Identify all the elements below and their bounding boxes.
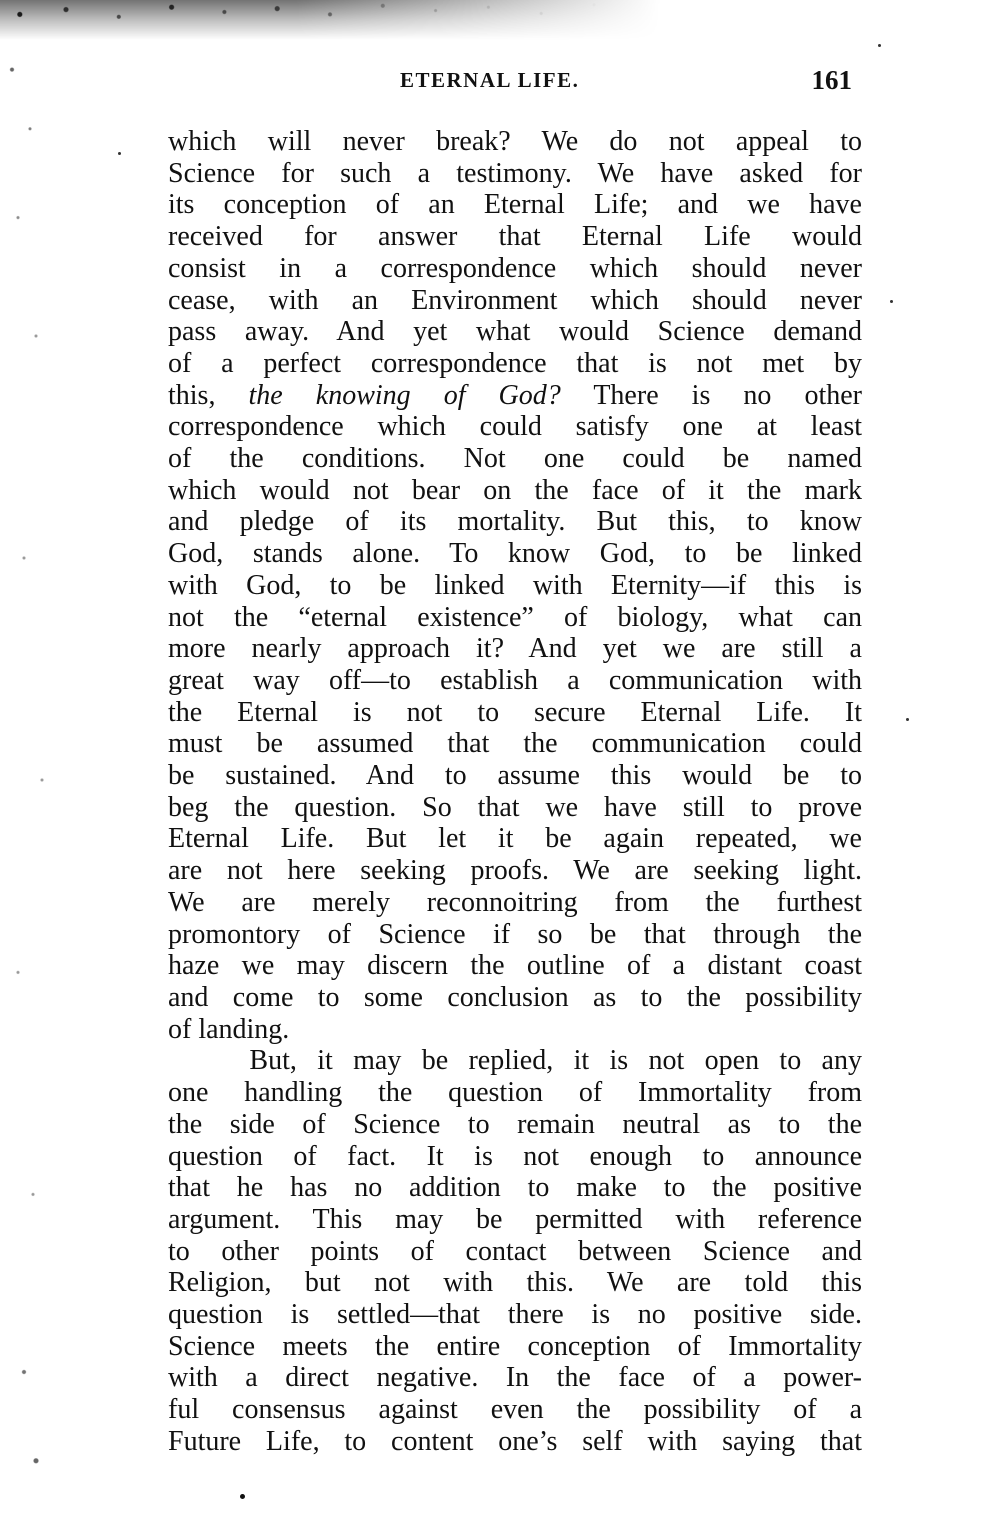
text-segment: promontory of Science if so be that through the <box>168 918 862 950</box>
text-segment: argument. This may be permitted with reference <box>168 1203 862 1235</box>
text-line <box>168 285 862 317</box>
text-line <box>168 855 862 887</box>
text-segment: correspondence which could satisfy one at least <box>168 411 862 443</box>
scan-edge-noise-left <box>0 40 60 1520</box>
body-text <box>168 126 862 1458</box>
text-segment: the side of Science to remain neutral as to the <box>168 1108 862 1140</box>
text-line <box>168 348 862 380</box>
text-line <box>168 1394 862 1426</box>
text-line <box>168 823 862 855</box>
text-segment: the Eternal is not to secure Eternal Life. It <box>168 696 862 728</box>
text-line <box>168 1331 862 1363</box>
page-header <box>168 64 862 96</box>
text-segment: We are merely reconnoitring from the furthest <box>168 886 862 918</box>
stray-ink-mark <box>906 718 909 721</box>
text-segment: be sustained. And to assume this would be to <box>168 760 862 792</box>
text-line <box>168 760 862 792</box>
text-segment: pass away. And yet what would Science demand <box>168 316 862 348</box>
running-title: ETERNAL LIFE. <box>400 68 580 92</box>
text-line <box>168 1141 862 1173</box>
text-line <box>168 538 862 570</box>
italic-phrase: the knowing of God? <box>248 379 561 411</box>
text-line <box>168 950 862 982</box>
text-segment: which will never break? We do not appeal to <box>168 126 862 157</box>
text-line <box>168 697 862 729</box>
text-segment: more nearly approach it? And yet we are still a <box>168 633 862 665</box>
text-line <box>168 443 862 475</box>
text-line <box>168 982 862 1014</box>
text-segment: with God, to be linked with Eternity—if this is <box>168 569 862 601</box>
text-line <box>168 633 862 665</box>
text-line <box>168 126 862 158</box>
text-line <box>168 1267 862 1299</box>
text-segment: Science meets the entire conception of Immortality <box>168 1330 862 1362</box>
stray-ink-mark <box>878 44 881 47</box>
text-segment: received for answer that Eternal Life would <box>168 221 862 253</box>
text-segment: cease, with an Environment which should never <box>168 284 862 316</box>
text-segment: There is no other <box>560 379 862 411</box>
text-line <box>168 475 862 507</box>
text-line <box>168 1204 862 1236</box>
text-line <box>168 887 862 919</box>
text-segment: with a direct negative. In the face of a power- <box>168 1362 862 1394</box>
text-segment: beg the question. So that we have still to prove <box>168 791 862 823</box>
stray-ink-mark <box>118 152 121 155</box>
text-line <box>168 221 862 253</box>
text-segment: of the conditions. Not one could be named <box>168 443 862 475</box>
text-line <box>168 1045 862 1077</box>
text-line <box>168 380 862 412</box>
text-line <box>168 1109 862 1141</box>
text-segment: of a perfect correspondence that is not met by <box>168 347 862 379</box>
text-segment: are not here seeking proofs. We are seeking light. <box>168 855 862 887</box>
text-segment: haze we may discern the outline of a distant coast <box>168 950 862 982</box>
text-segment: its conception of an Eternal Life; and we have <box>168 189 862 221</box>
text-segment: not the “eternal existence” of biology, what can <box>168 601 862 633</box>
stray-ink-dot <box>240 1494 245 1499</box>
text-line <box>168 919 862 951</box>
text-segment: ful consensus against even the possibility of a <box>168 1394 862 1426</box>
page-number: 161 <box>811 65 852 95</box>
text-line <box>168 1362 862 1394</box>
stray-ink-mark <box>890 300 893 303</box>
text-segment: Science for such a testimony. We have asked for <box>168 157 862 189</box>
text-segment: one handling the question of Immortality from <box>168 1077 862 1109</box>
text-line <box>168 189 862 221</box>
text-segment: Religion, but not with this. We are told this <box>168 1267 862 1299</box>
text-line <box>168 253 862 285</box>
text-line <box>168 1299 862 1331</box>
text-segment: of landing. <box>168 1013 290 1045</box>
text-segment: great way off—to establish a communication with <box>168 664 862 696</box>
text-line <box>168 1014 862 1046</box>
text-segment: Future Life, to content one’s self with saying that <box>168 1425 862 1457</box>
text-segment: God, stands alone. To know God, to be linked <box>168 538 862 570</box>
text-segment: question of fact. It is not enough to announce <box>168 1140 862 1172</box>
text-line <box>168 728 862 760</box>
text-segment: that he has no addition to make to the positive <box>168 1172 862 1204</box>
text-line <box>168 1077 862 1109</box>
text-segment: consist in a correspondence which should never <box>168 252 862 284</box>
text-line <box>168 1172 862 1204</box>
text-segment: and pledge of its mortality. But this, to know <box>168 506 862 538</box>
text-line <box>168 1426 862 1458</box>
text-segment: must be assumed that the communication could <box>168 728 862 760</box>
text-segment: this, <box>168 379 249 411</box>
text-line <box>168 506 862 538</box>
text-segment: question is settled—that there is no positive side. <box>168 1299 862 1331</box>
text-line <box>168 158 862 190</box>
scan-edge-noise-top <box>0 0 660 48</box>
text-line <box>168 665 862 697</box>
text-segment: to other points of contact between Science and <box>168 1235 862 1267</box>
text-line <box>168 316 862 348</box>
text-line <box>168 602 862 634</box>
text-segment: which would not bear on the face of it the mark <box>168 474 862 506</box>
text-line <box>168 411 862 443</box>
text-segment: and come to some conclusion as to the possibility <box>168 981 862 1013</box>
text-segment: Eternal Life. But let it be again repeated, we <box>168 823 862 855</box>
text-segment: But, it may be replied, it is not open to any <box>168 1045 862 1077</box>
text-line <box>168 1236 862 1268</box>
text-line <box>168 570 862 602</box>
text-line <box>168 792 862 824</box>
